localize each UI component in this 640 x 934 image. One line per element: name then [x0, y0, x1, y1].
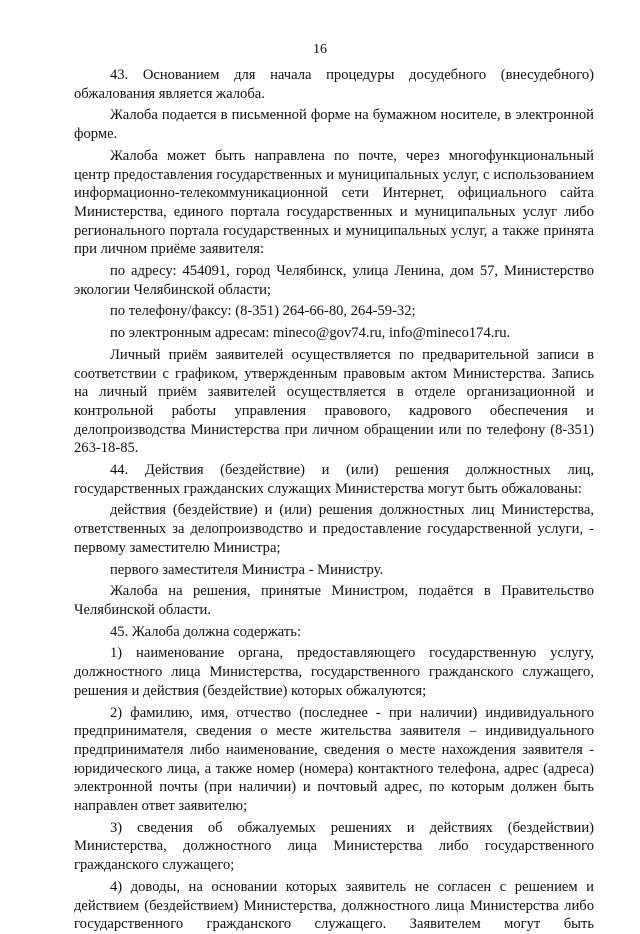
paragraph: по электронным адресам: mineco@gov74.ru, info@mineco174.ru.: [110, 325, 511, 342]
paragraph: по адресу: 454091, город Челябинск, улица Ленина, дом 57, Министерство экологии Челябинской области;: [74, 263, 594, 298]
paragraph: 44. Действия (бездействие) и (или) решения должностных лиц, государственных гражданских служащих Министерства могут быть обжалованы:: [74, 462, 594, 497]
paragraph: Жалоба подается в письменной форме на бумажном носителе, в электронной форме.: [74, 107, 594, 143]
paragraph: 1) наименование органа, предоставляющего государственную услугу, должностного лица Министерства, государственного гражданского служащего, решения и действия (бездействие) которых обжалуются;: [74, 645, 594, 699]
document-body: [74, 66, 594, 934]
paragraph: Личный приём заявителей осуществляется по предварительной записи в соответствии с графиком, утвержденным правовым актом Министерства. Запись на личный приём заявителей осуществляется в отделе организационной и контрольной работы управления правового, кадрового обеспечения и делопроизводства Министерства при личном обращении или по телефону (8-351) 263-18-85.: [74, 346, 594, 457]
page-number: 16: [313, 42, 327, 57]
paragraph: действия (бездействие) и (или) решения должностных лиц Министерства, ответственных за делопроизводство и предоставление государственной услуги, - первому заместителю Министра;: [74, 502, 594, 556]
paragraph: 2) фамилию, имя, отчество (последнее - при наличии) индивидуального предпринимателя, сведения о месте жительства заявителя – индивидуального предпринимателя либо наименование, сведения о месте нахождения заявителя - юридического лица, а также номер (номера) контактного телефона, адрес (адреса) электронной почты (при наличии) и почтовый адрес, по которым должен быть направлен ответ заявителю;: [74, 704, 594, 815]
paragraph: 3) сведения об обжалуемых решениях и действиях (бездействии) Министерства, должностного лица Министерства либо государственного гражданского служащего;: [74, 819, 594, 874]
paragraph: Жалоба может быть направлена по почте, через многофункциональный центр предоставления государственных и муниципальных услуг, с использованием информационно-телекоммуникационной сети Интернет, официального сайта Министерства, единого портала государственных и муниципальных услуг либо регионального портала государственных и муниципальных услуг, а также принята при личном приёме заявителя:: [74, 147, 594, 258]
paragraph: по телефону/факсу: (8-351) 264-66-80, 264-59-32;: [110, 303, 416, 320]
paragraph: 43. Основанием для начала процедуры досудебного (внесудебного) обжалования является жалоба.: [74, 67, 594, 102]
paragraph: 4) доводы, на основании которых заявитель не согласен с решением и действием (бездействием) Министерства, должностного лица Министерства либо государственного гражданского служащего. Заявителем могут быть: [74, 878, 594, 933]
paragraph: первого заместителя Министра - Министру.: [110, 561, 384, 578]
paragraph: 45. Жалоба должна содержать:: [110, 623, 301, 640]
paragraph: Жалоба на решения, принятые Министром, подаётся в Правительство Челябинской области.: [74, 583, 594, 618]
